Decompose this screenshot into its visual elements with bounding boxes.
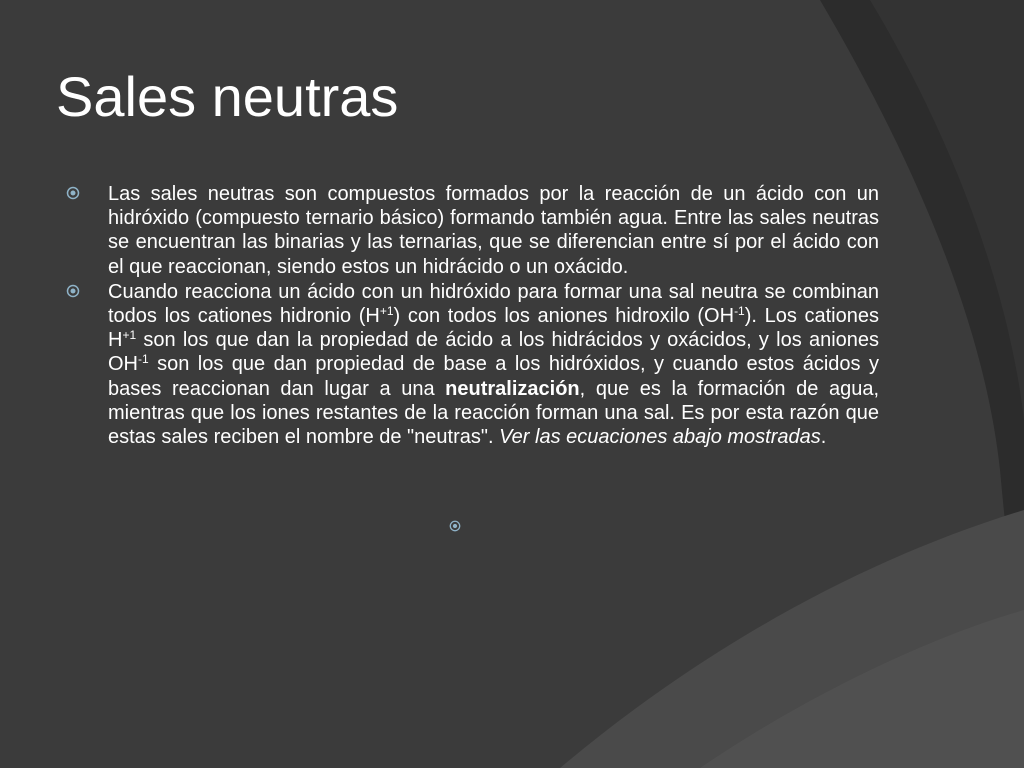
- superscript-charge: -1: [734, 304, 745, 319]
- superscript-charge: +1: [379, 304, 394, 319]
- superscript-charge: +1: [122, 328, 137, 343]
- bullet-text-segment: son los que dan la propiedad de ácido a los hidrácidos y oxácidos, y los aniones OH: [108, 329, 879, 376]
- bullet-text-segment: ). Los cationes H: [108, 305, 879, 352]
- bullet-text-segment: son los que dan propiedad de base a los hidróxidos, y cuando estos ácidos y bases reaccionan dan lugar a una: [108, 353, 879, 400]
- bullet-text-segment: Cuando reacciona un ácido con un hidróxido para formar una sal neutra se combinan todos los cationes hidronio (H: [108, 280, 879, 328]
- bullet-item: [66, 280, 879, 449]
- bullet-text: Las sales neutras son compuestos formados por la reacción de un ácido con un hidróxido (compuesto ternario básico) formando también agua. Entre las sales neutras se encuentran las binarias y las ternarias, que se diferencian entre sí por el ácido con el que reaccionan, siendo estos un hidrácido o un oxácido.: [108, 183, 879, 278]
- circled-dot-icon: [66, 186, 80, 200]
- empty-bullet-icon: [449, 520, 461, 532]
- bullet-item: [66, 182, 879, 279]
- slide-title: Sales neutras: [56, 65, 399, 128]
- bold-term: neutralización: [445, 377, 580, 400]
- bullet-list: [66, 182, 879, 449]
- bullet-text-segment: .: [820, 426, 827, 449]
- italic-note: Ver las ecuaciones abajo mostradas: [499, 426, 821, 449]
- bullet-text-segment: , que es la formación de agua, mientras que los iones restantes de la reacción forman una sal. Es por esta razón que estas sales reciben el nombre de "neutras".: [108, 377, 879, 449]
- bullet-text-segment: ) con todos los aniones hidroxilo (OH: [393, 305, 735, 328]
- superscript-charge: -1: [138, 352, 149, 367]
- circled-dot-icon: [66, 284, 80, 298]
